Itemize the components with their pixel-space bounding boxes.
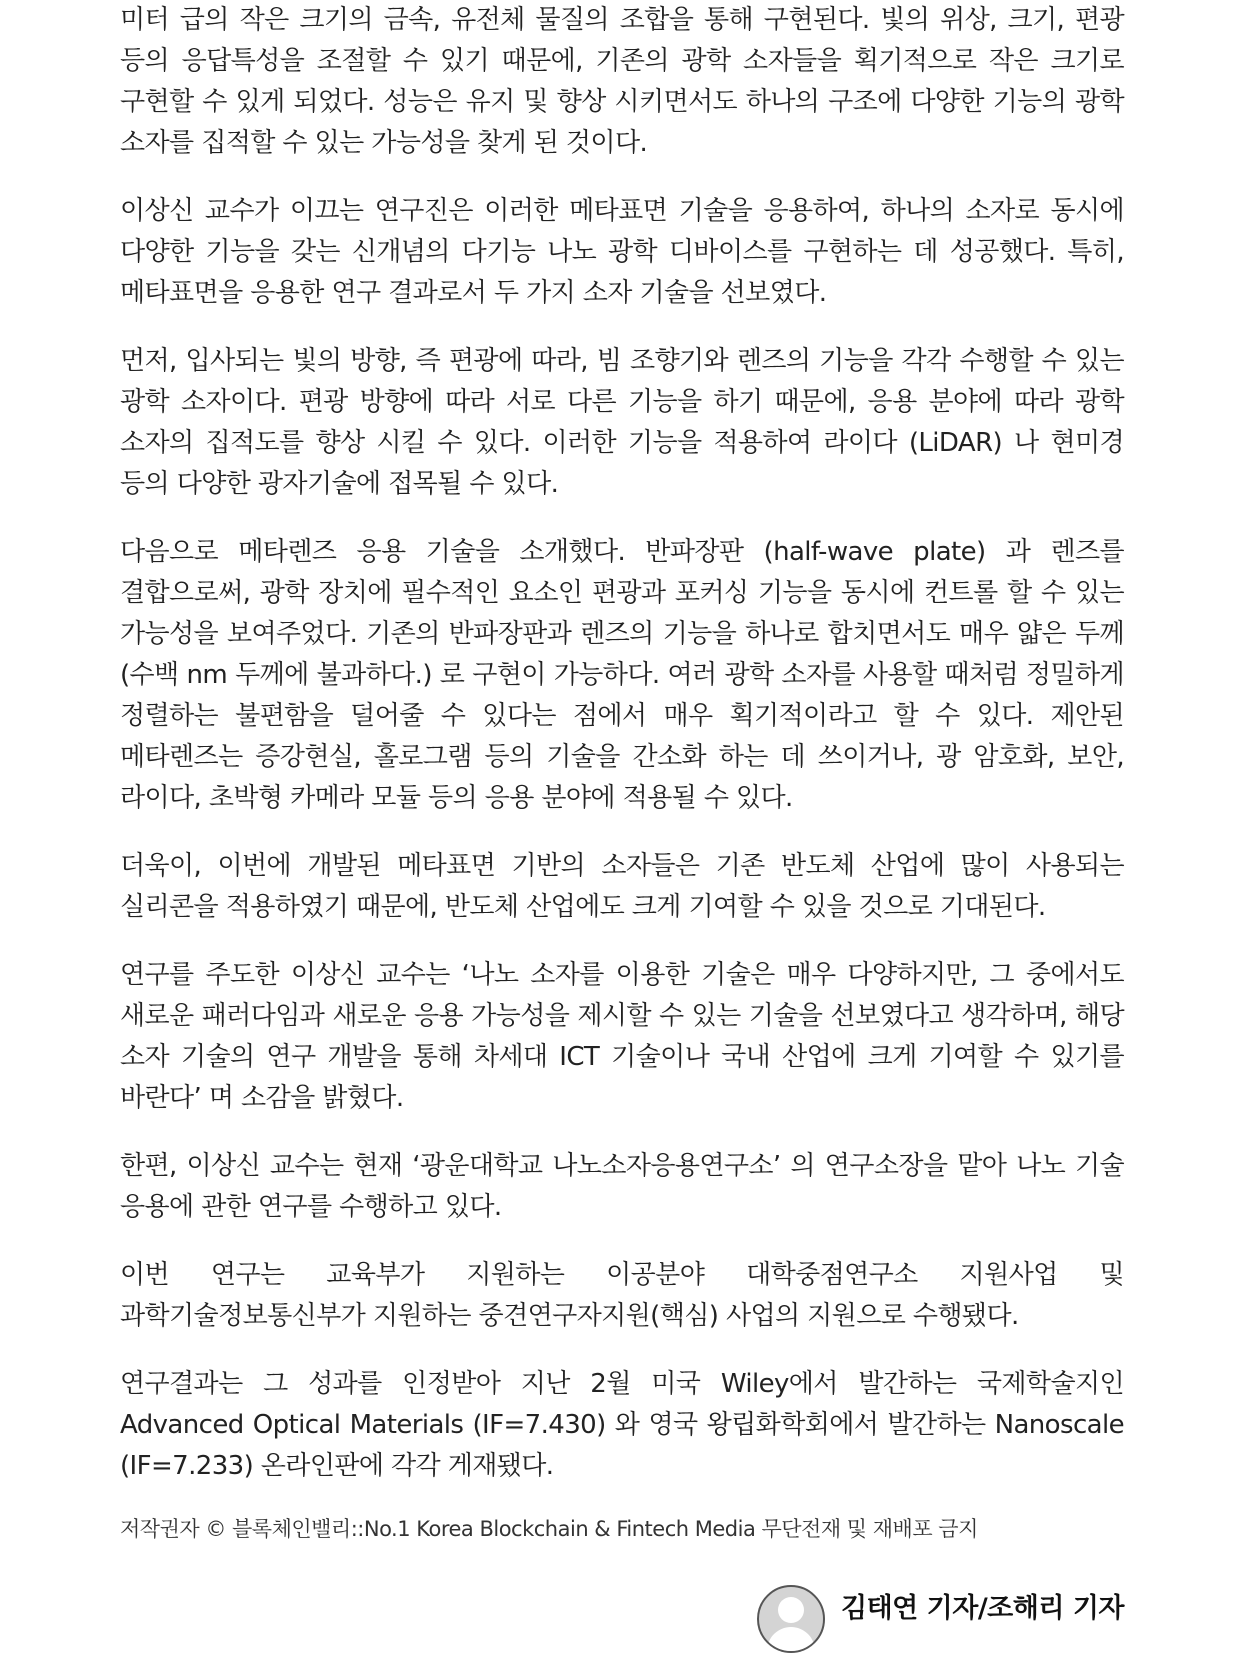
article-paragraph: 연구를 주도한 이상신 교수는 ‘나노 소자를 이용한 기술은 매우 다양하지만, 그 중에서도 새로운 패러다임과 새로운 응용 가능성을 제시할 수 있는 기술을 선보였다고 생각하며, 해당 소자 기술의 연구 개발을 통해 차세대 ICT 기술이나 국내 산업에 크게 기여할 수 있기를 바란다’ 며 소감을 밝혔다. xyxy=(120,960,1124,1113)
article-paragraph: 한편, 이상신 교수는 현재 ‘광운대학교 나노소자응용연구소’ 의 연구소장을 맡아 나노 기술 응용에 관한 연구를 수행하고 있다. xyxy=(120,1151,1124,1222)
article-paragraph: 이상신 교수가 이끄는 연구진은 이러한 메타표면 기술을 응용하여, 하나의 소자로 동시에 다양한 기능을 갖는 신개념의 다기능 나노 광학 디바이스를 구현하는 데 성공했다. 특히, 메타표면을 응용한 연구 결과로서 두 가지 소자 기술을 선보였다. xyxy=(120,196,1124,308)
article-paragraph: 다음으로 메타렌즈 응용 기술을 소개했다. 반파장판 (half-wave plate) 과 렌즈를 결합으로써, 광학 장치에 필수적인 요소인 편광과 포커싱 기능을 동시에 컨트롤 할 수 있는 가능성을 보여주었다. 기존의 반파장판과 렌즈의 기능을 하나로 합치면서도 매우 얇은 두께 (수백 nm 두께에 불과하다.) 로 구현이 가능하다. 여러 광학 소자를 사용할 때처럼 정밀하게 정렬하는 불편함을 덜어줄 수 있다는 점에서 매우 획기적이라고 할 수 있다. 제안된 메타렌즈는 증강현실, 홀로그램 등의 기술을 간소화 하는 데 쓰이거나, 광 암호화, 보안, 라이다, 초박형 카메라 모듈 등의 응용 분야에 적용될 수 있다. xyxy=(120,537,1124,813)
article-body xyxy=(120,0,1124,1544)
article-paragraph: 먼저, 입사되는 빛의 방향, 즉 편광에 따라, 빔 조향기와 렌즈의 기능을 각각 수행할 수 있는 광학 소자이다. 편광 방향에 따라 서로 다른 기능을 하기 때문에, 응용 분야에 따라 광학 소자의 집적도를 향상 시킬 수 있다. 이러한 기능을 적용하여 라이다 (LiDAR) 나 현미경 등의 다양한 광자기술에 접목될 수 있다. xyxy=(120,346,1124,499)
user-avatar-icon[interactable] xyxy=(757,1585,825,1653)
copyright-notice: 저작권자 © 블록체인밸리::No.1 Korea Blockchain & Fintech Media 무단전재 및 재배포 금지 xyxy=(120,1517,978,1541)
reporter-name[interactable]: 김태연 기자/조해리 기자 xyxy=(841,1592,1124,1624)
article-paragraph: 미터 급의 작은 크기의 금속, 유전체 물질의 조합을 통해 구현된다. 빛의 위상, 크기, 편광 등의 응답특성을 조절할 수 있기 때문에, 기존의 광학 소자들을 획기적으로 작은 크기로 구현할 수 있게 되었다. 성능은 유지 및 향상 시키면서도 하나의 구조에 다양한 기능의 광학 소자를 집적할 수 있는 가능성을 찾게 된 것이다. xyxy=(120,5,1124,158)
article-paragraph: 연구결과는 그 성과를 인정받아 지난 2월 미국 Wiley에서 발간하는 국제학술지인 Advanced Optical Materials (IF=7.430) 와 영국 왕립화학회에서 발간하는 Nanoscale (IF=7.233) 온라인판에 각각 게재됐다. xyxy=(120,1369,1124,1481)
article-paragraph: 이번 연구는 교육부가 지원하는 이공분야 대학중점연구소 지원사업 및 과학기술정보통신부가 지원하는 중견연구자지원(핵심) 사업의 지원으로 수행됐다. xyxy=(120,1260,1124,1331)
article-paragraph: 더욱이, 이번에 개발된 메타표면 기반의 소자들은 기존 반도체 산업에 많이 사용되는 실리콘을 적용하였기 때문에, 반도체 산업에도 크게 기여할 수 있을 것으로 기대된다. xyxy=(120,851,1124,922)
reporter-byline[interactable] xyxy=(757,1585,1124,1653)
